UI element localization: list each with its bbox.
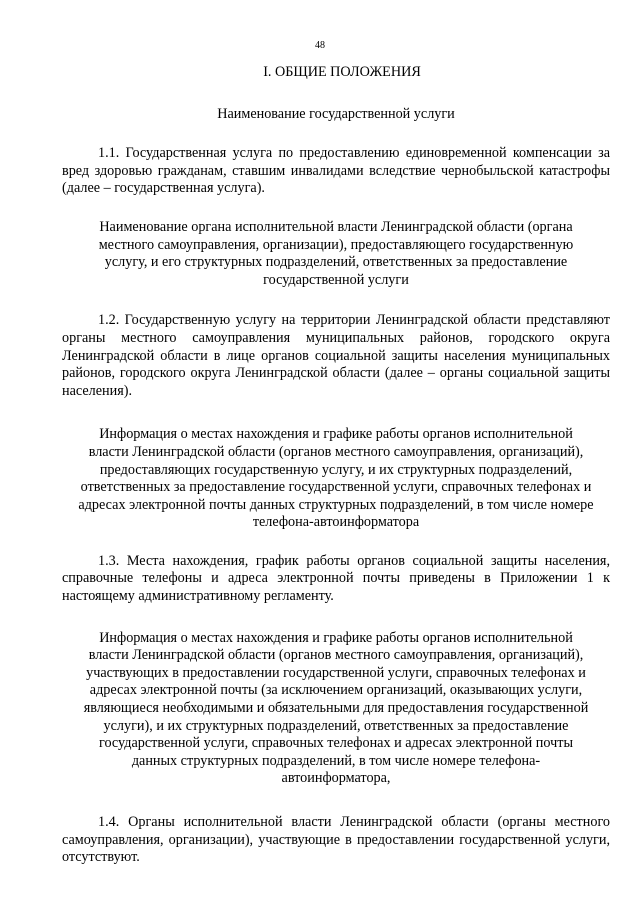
paragraph-1-1: 1.1. Государственная услуга по предоставлению единовременной компенсации за вред здоровью гражданам, ставшим инвалидами вследствие чернобыльской катастрофы (далее – государственная услуга). — [62, 145, 610, 197]
page-number: 48 — [315, 40, 325, 51]
section-heading: Наименование органа исполнительной власти Ленинградской области (органа местного самоуправления, организации), предоставляющего государственную услугу, и его структурных подразделений, ответственных за предоставление государственной услуги — [98, 218, 574, 288]
section-heading: Наименование государственной услуги — [217, 105, 455, 122]
paragraph-1-3: 1.3. Места нахождения, график работы органов социальной защиты населения, справочные телефоны и адреса электронной почты приведены в Приложении 1 к настоящему административному регламенту. — [62, 552, 610, 605]
document-body — [62, 64, 610, 867]
paragraph-1-2: 1.2. Государственную услугу на территории Ленинградской области представляют органы местного самоуправления муниципальных районов, городского округа Ленинградской области в лице органов социальной защиты населения муниципальных районов, городского округа Ленинградской области (далее – органы социальной защиты населения). — [62, 312, 610, 399]
section-heading: Информация о местах нахождения и графике работы органов исполнительной власти Ленинградской области (органов местного самоуправления, организаций), участвующих в предоставлении государственной услуги, справочных телефонах и адресах электронной почты (за исключением организаций, оказывающих услуги, являющиеся необходимыми и обязательными для предоставления государственной услуги), и их структурных подразделений, ответственных за предоставление государственной услуги, справочных телефонах и адресах электронной почты данных структурных подразделений, в том числе номере телефона-автоинформатора, — [83, 629, 589, 787]
paragraph-1-4: 1.4. Органы исполнительной власти Ленинградской области (органы местного самоуправления, организации), участвующие в предоставлении государственной услуги, отсутствуют. — [62, 814, 610, 866]
chapter-title: I. ОБЩИЕ ПОЛОЖЕНИЯ — [263, 64, 421, 80]
section-heading: Информация о местах нахождения и графике работы органов исполнительной власти Ленинградской области (органов местного самоуправления, организаций), предоставляющих государственную услугу, и их структурных подразделений, ответственных за предоставление государственной услуги, справочных телефонах и адресах электронной почты данных структурных подразделений, в том числе номере телефона-автоинформатора — [78, 426, 594, 531]
